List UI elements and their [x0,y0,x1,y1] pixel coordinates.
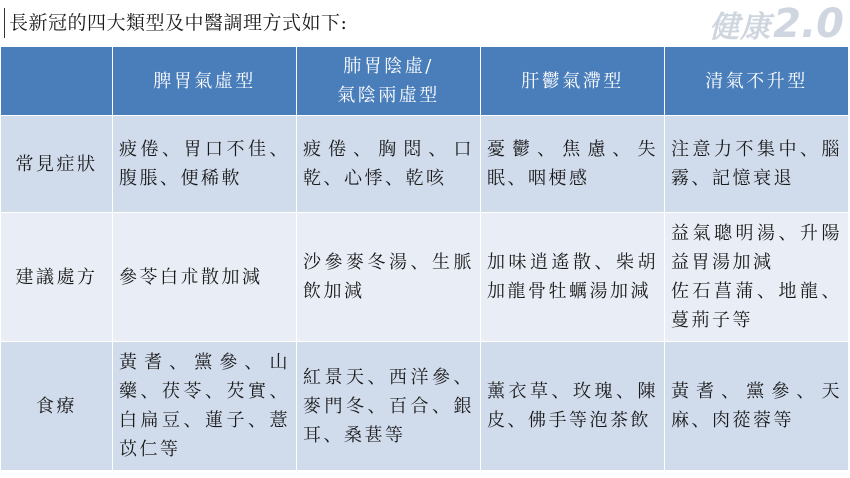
logo-text: 健康 [709,10,772,45]
header-lung-stomach-yin-deficiency: 肺胃陰虛/ 氣陰兩虛型 [297,47,481,116]
table-row-diet-therapy [1,342,849,471]
table-cell: 疲倦、胃口不佳、腹脹、便稀軟 [113,116,297,213]
table-header-row [1,47,849,116]
header-liver-qi-stagnation: 肝鬱氣滯型 [481,47,665,116]
table-cell: 紅景天、西洋參、麥門冬、百合、銀耳、桑葚等 [297,342,481,471]
table-cell: 憂鬱、焦慮、失眠、咽梗感 [481,116,665,213]
table-cell: 益氣聰明湯、升陽益胃湯加減 佐石菖蒲、地龍、蔓荊子等 [665,213,849,342]
table-cell: 疲倦、胸悶、口乾、心悸、乾咳 [297,116,481,213]
page-title: 長新冠的四大類型及中醫調理方式如下: [4,8,347,38]
table-cell: 加味逍遙散、柴胡加龍骨牡蠣湯加減 [481,213,665,342]
table-row-symptoms [1,116,849,213]
brand-logo [684,2,844,46]
table-cell: 黃耆、黨參、天麻、肉蓯蓉等 [665,342,849,471]
table-cell: 參苓白朮散加減 [113,213,297,342]
table-cell: 注意力不集中、腦霧、記憶衰退 [665,116,849,213]
header-corner [1,47,113,116]
table-cell: 薰衣草、玫瑰、陳皮、佛手等泡茶飲 [481,342,665,471]
row-label-symptoms: 常見症狀 [1,116,113,213]
row-label-prescription: 建議處方 [1,213,113,342]
row-label-diet-therapy: 食療 [1,342,113,471]
tcm-table [0,46,849,471]
table-row-prescription [1,213,849,342]
header-clear-qi-not-rising: 清氣不升型 [665,47,849,116]
header-spleen-stomach-qi-deficiency: 脾胃氣虛型 [113,47,297,116]
logo-number: 2.0 [773,1,844,47]
table-cell: 沙參麥冬湯、生脈飲加減 [297,213,481,342]
table-cell: 黃耆、黨參、山藥、茯苓、芡實、白扁豆、蓮子、薏苡仁等 [113,342,297,471]
